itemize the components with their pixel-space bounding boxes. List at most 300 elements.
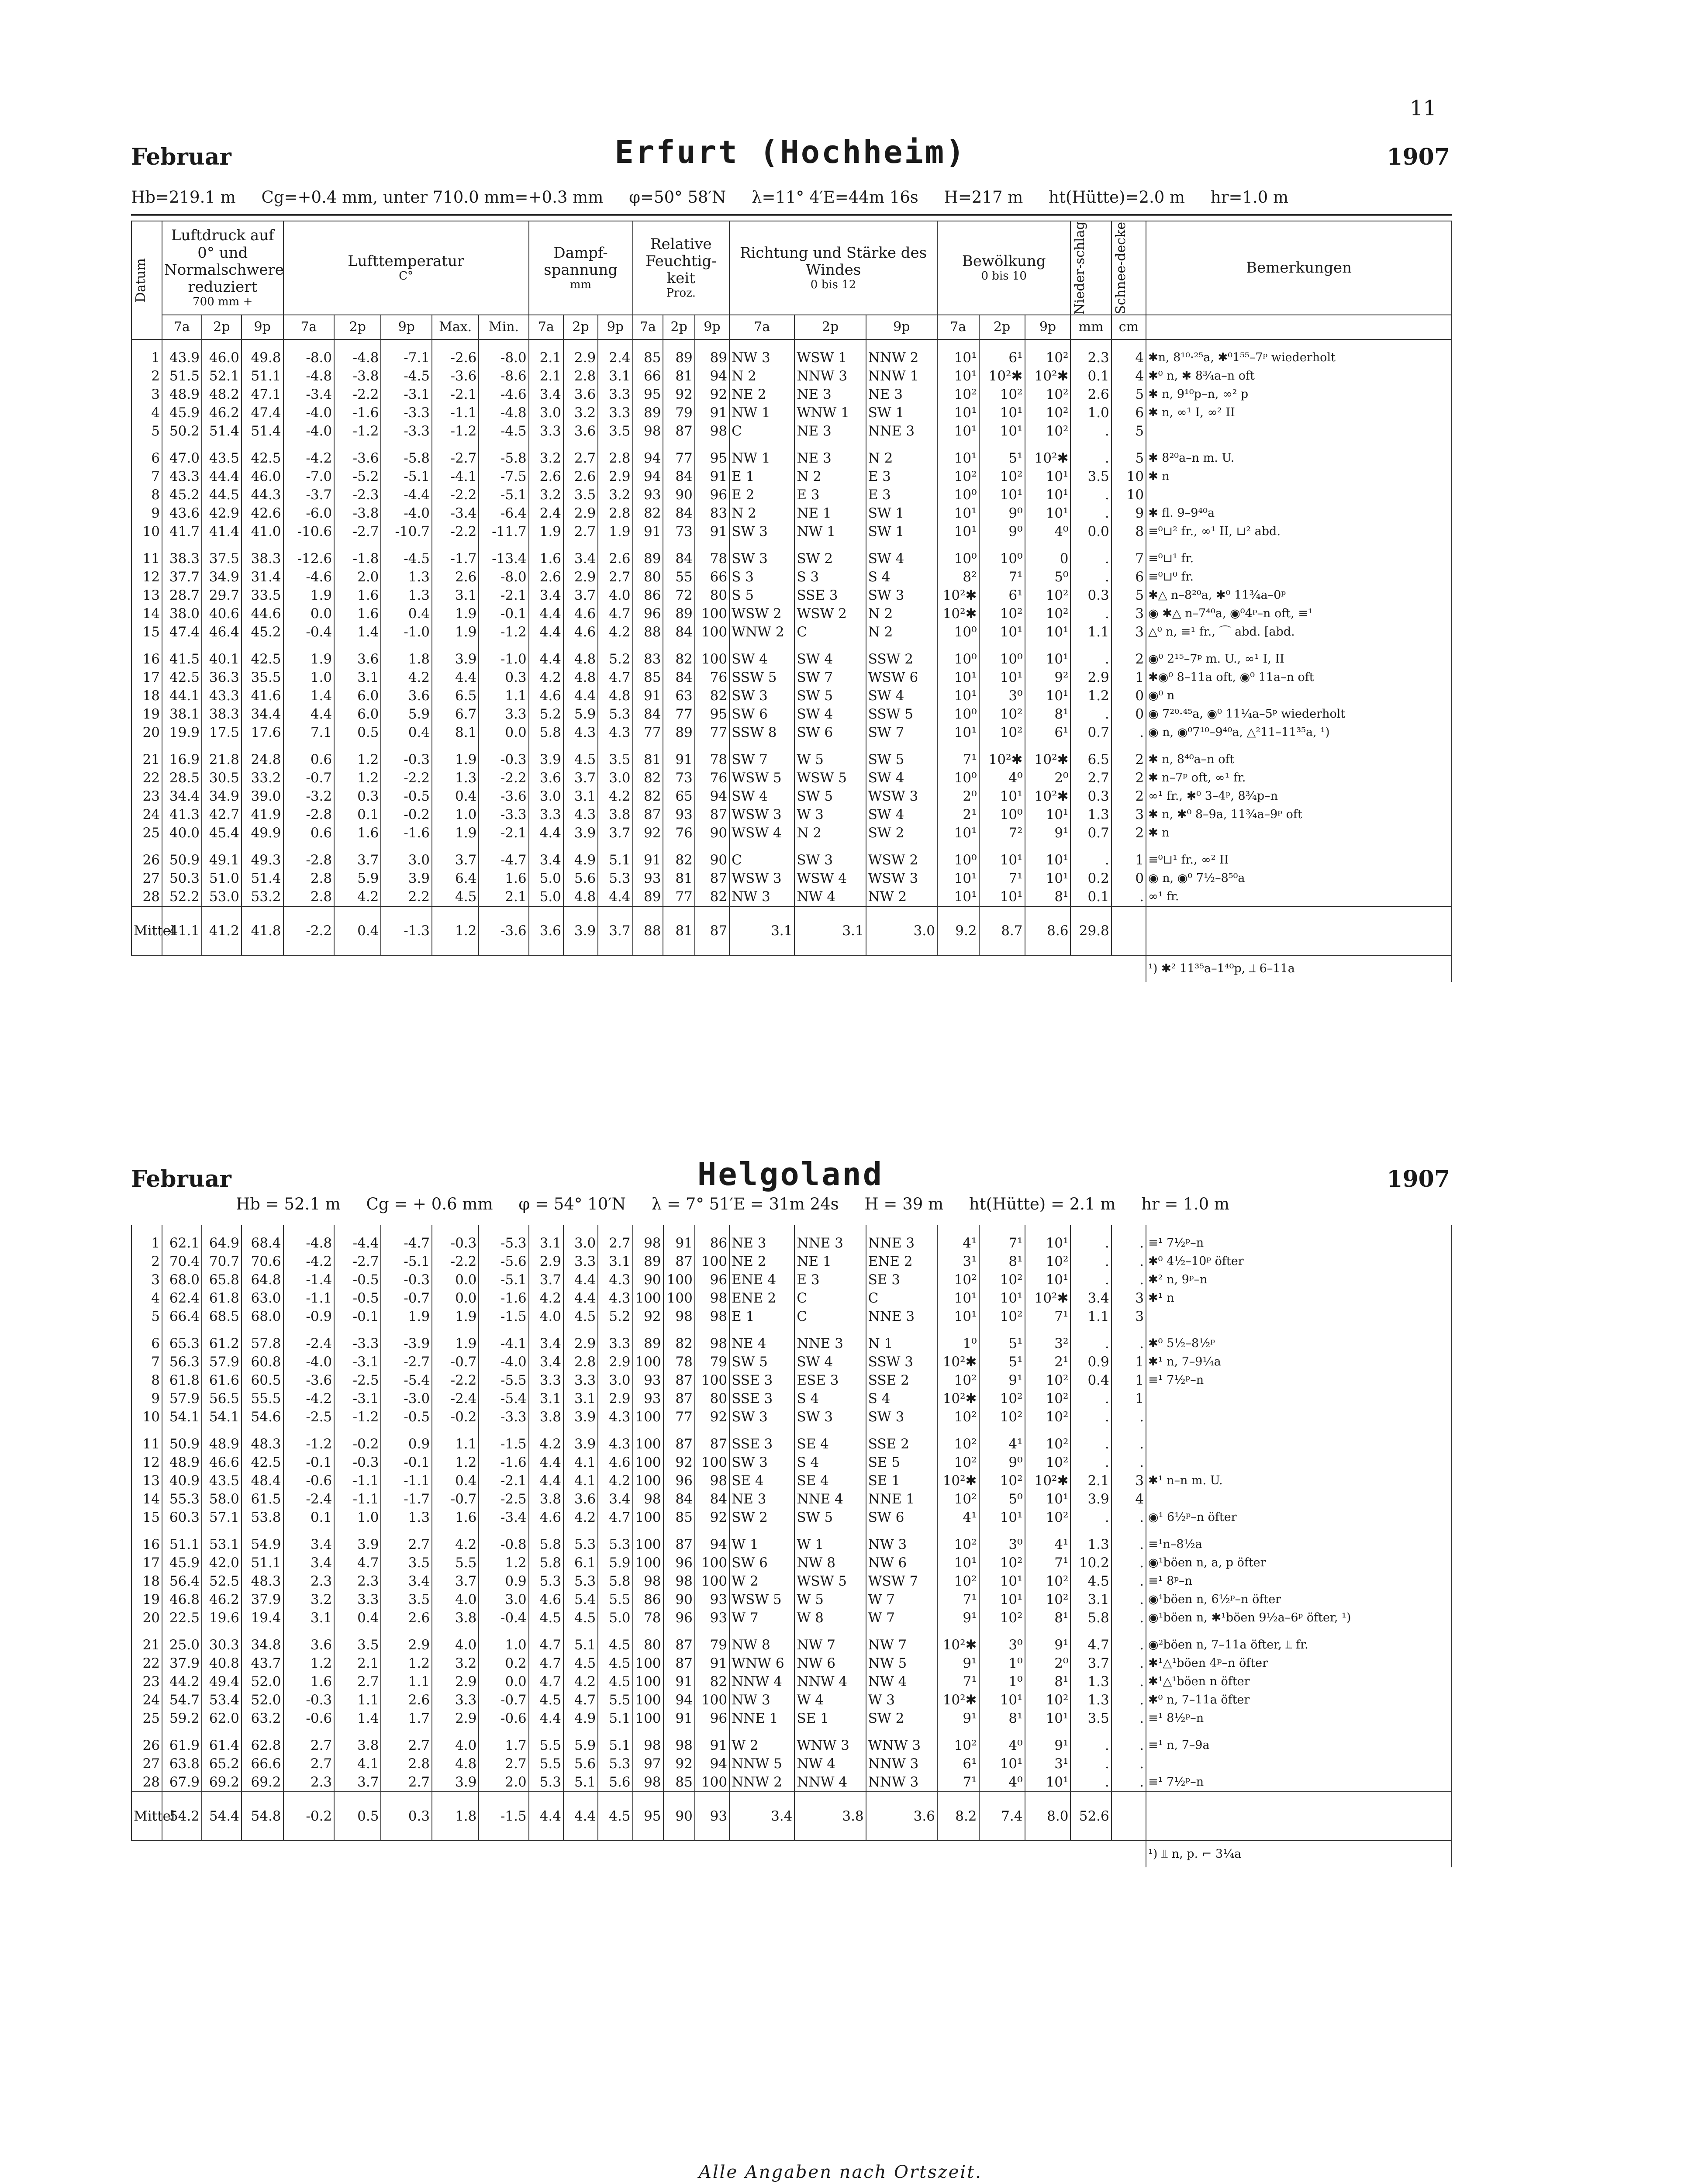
value-cell: 78: [633, 1609, 663, 1627]
value-cell: -3.4: [283, 385, 335, 404]
value-cell: 10¹: [979, 668, 1025, 687]
value-cell: .: [1070, 1389, 1111, 1408]
remark-cell: ◉¹ 6½ᵖ–n öfter: [1146, 1508, 1452, 1527]
value-cell: NNE 3: [866, 1225, 937, 1252]
footnote-row: [131, 1841, 1452, 1867]
value-cell: 34.9: [202, 568, 242, 586]
value-cell: 5.8: [529, 723, 563, 742]
value-cell: 3.9: [529, 742, 563, 769]
value-cell: 10¹: [937, 1307, 979, 1326]
value-cell: 1.2: [381, 1654, 432, 1673]
value-cell: 10¹: [937, 888, 979, 906]
value-cell: 96: [695, 486, 729, 504]
value-cell: 83: [633, 641, 663, 668]
value-cell: 5.2: [598, 641, 632, 668]
mittel-cell: 0.3: [381, 1792, 432, 1841]
value-cell: 80: [633, 568, 663, 586]
value-cell: -0.7: [381, 1289, 432, 1307]
value-cell: 4.5: [529, 1691, 563, 1709]
value-cell: 98: [633, 1773, 663, 1792]
value-cell: NW 4: [866, 1673, 937, 1691]
value-cell: 91: [663, 742, 694, 769]
table-row: [131, 605, 1452, 623]
value-cell: 2.1: [529, 339, 563, 367]
value-cell: 4.0: [432, 1590, 479, 1609]
value-cell: 10¹: [1025, 687, 1071, 705]
value-cell: 10²✱: [937, 1389, 979, 1408]
value-cell: -1.2: [479, 623, 528, 641]
value-cell: -4.8: [283, 1225, 335, 1252]
value-cell: 3.3: [529, 805, 563, 824]
value-cell: 10⁰: [979, 641, 1025, 668]
value-cell: 43.3: [162, 467, 202, 486]
value-cell: 56.3: [162, 1353, 202, 1371]
value-cell: 3.2: [563, 404, 598, 422]
value-cell: SSE 3: [729, 1389, 794, 1408]
value-cell: 100: [695, 1773, 729, 1792]
value-cell: -10.7: [381, 522, 432, 541]
table-row: [131, 1755, 1452, 1773]
value-cell: .: [1111, 1572, 1146, 1590]
value-cell: -5.1: [381, 467, 432, 486]
value-cell: 33.2: [242, 769, 283, 787]
col-luftdruck-label: Luftdruck auf 0° und Normalschwere reduziert: [164, 227, 284, 296]
value-cell: 16.9: [162, 742, 202, 769]
value-cell: SW 3: [794, 1408, 866, 1426]
value-cell: 77: [663, 705, 694, 723]
value-cell: 0.0: [432, 1271, 479, 1289]
value-cell: 25.0: [162, 1627, 202, 1654]
value-cell: 82: [633, 504, 663, 522]
remark-cell: ✱◉⁰ 8–11a oft, ◉⁰ 11a–n oft: [1146, 668, 1452, 687]
value-cell: 1⁰: [937, 1326, 979, 1353]
value-cell: .: [1070, 842, 1111, 869]
value-cell: WSW 4: [794, 869, 866, 888]
value-cell: -2.4: [283, 1326, 335, 1353]
value-cell: .: [1111, 1773, 1146, 1792]
value-cell: WSW 5: [729, 769, 794, 787]
value-cell: 76: [663, 824, 694, 842]
value-cell: 43.7: [242, 1654, 283, 1673]
value-cell: 3.9: [563, 1426, 598, 1453]
table-row: [131, 1609, 1452, 1627]
value-cell: 98: [663, 1728, 695, 1755]
value-cell: -2.4: [283, 1490, 335, 1508]
value-cell: 81: [633, 742, 663, 769]
value-cell: 48.3: [242, 1426, 283, 1453]
value-cell: 2.6: [381, 1609, 432, 1627]
value-cell: SW 1: [866, 504, 937, 522]
value-cell: NNW 2: [729, 1773, 794, 1792]
value-cell: .: [1070, 1453, 1111, 1472]
value-cell: 2¹: [1025, 1353, 1071, 1371]
remark-cell: ◉ 7²⁰·⁴⁵a, ◉⁰ 11¼a–5ᵖ wiederholt: [1146, 705, 1452, 723]
value-cell: 0.2: [1070, 869, 1111, 888]
value-cell: 58.0: [202, 1490, 242, 1508]
value-cell: -4.5: [381, 367, 432, 385]
value-cell: 3.1: [432, 586, 479, 605]
mittel-label: Mittel: [131, 1792, 162, 1841]
value-cell: 3.3: [563, 1371, 598, 1389]
value-cell: 4.8: [563, 888, 598, 906]
value-cell: 4.2: [563, 1508, 598, 1527]
value-cell: 87: [663, 422, 694, 440]
value-cell: SSW 3: [866, 1353, 937, 1371]
value-cell: 87: [633, 805, 663, 824]
value-cell: 55.5: [242, 1389, 283, 1408]
value-cell: 10¹: [937, 422, 979, 440]
value-cell: 10²✱: [937, 605, 979, 623]
value-cell: -2.1: [479, 1472, 528, 1490]
value-cell: 10⁰: [937, 705, 979, 723]
value-cell: 76: [695, 668, 729, 687]
value-cell: 3.7: [529, 1271, 563, 1289]
remark-cell: [1146, 422, 1452, 440]
value-cell: 10²: [979, 1408, 1025, 1426]
value-cell: 51.5: [162, 367, 202, 385]
value-cell: 46.2: [202, 404, 242, 422]
value-cell: 10¹: [937, 440, 979, 467]
value-cell: WSW 3: [729, 869, 794, 888]
value-cell: 6¹: [979, 339, 1025, 367]
value-cell: 4.7: [529, 1673, 563, 1691]
value-cell: NE 3: [866, 385, 937, 404]
value-cell: 10²: [979, 705, 1025, 723]
value-cell: 3: [1111, 805, 1146, 824]
value-cell: 78: [663, 1353, 695, 1371]
value-cell: -12.6: [283, 541, 335, 568]
value-cell: SW 6: [729, 1554, 794, 1572]
value-cell: -4.7: [381, 1225, 432, 1252]
value-cell: .: [1070, 1225, 1111, 1252]
value-cell: -5.6: [479, 1252, 528, 1271]
value-cell: 53.1: [202, 1527, 242, 1554]
value-cell: 10¹: [1025, 486, 1071, 504]
year-label: 1907: [1387, 1166, 1450, 1192]
value-cell: E 3: [794, 486, 866, 504]
value-cell: WSW 4: [729, 824, 794, 842]
value-cell: .: [1070, 504, 1111, 522]
value-cell: -0.1: [479, 605, 528, 623]
value-cell: 92: [663, 385, 694, 404]
value-cell: SW 6: [866, 1508, 937, 1527]
value-cell: 3.5: [1070, 467, 1111, 486]
value-cell: 51.0: [202, 869, 242, 888]
value-cell: -4.1: [432, 467, 479, 486]
value-cell: 7¹: [1025, 1554, 1071, 1572]
date-cell: 7: [131, 467, 162, 486]
value-cell: SE 4: [794, 1426, 866, 1453]
value-cell: .: [1111, 1755, 1146, 1773]
value-cell: 8¹: [1025, 1673, 1071, 1691]
value-cell: 41.5: [162, 641, 202, 668]
value-cell: 5.3: [529, 1572, 563, 1590]
value-cell: -4.0: [283, 422, 335, 440]
value-cell: 4.4: [529, 1709, 563, 1728]
value-cell: -4.7: [479, 842, 528, 869]
value-cell: 4.7: [529, 1654, 563, 1673]
value-cell: 3: [1111, 1472, 1146, 1490]
value-cell: WSW 2: [794, 605, 866, 623]
date-cell: 22: [131, 1654, 162, 1673]
value-cell: SW 4: [866, 805, 937, 824]
value-cell: 3.7: [432, 1572, 479, 1590]
value-cell: 33.5: [242, 586, 283, 605]
value-cell: 5.3: [598, 1527, 632, 1554]
mittel-cell: 0.5: [334, 1792, 381, 1841]
value-cell: 46.0: [242, 467, 283, 486]
value-cell: 82: [663, 842, 694, 869]
value-cell: 1.6: [432, 1508, 479, 1527]
value-cell: 28.7: [162, 586, 202, 605]
value-cell: NW 6: [866, 1554, 937, 1572]
value-cell: 5¹: [979, 1353, 1025, 1371]
value-cell: 48.9: [162, 385, 202, 404]
value-cell: 5.9: [598, 1554, 632, 1572]
value-cell: 1.6: [334, 586, 381, 605]
value-cell: 6¹: [937, 1755, 979, 1773]
value-cell: 96: [663, 1472, 695, 1490]
value-cell: 5.6: [563, 1755, 598, 1773]
value-cell: 10²✱: [1025, 787, 1071, 805]
value-cell: -0.7: [283, 769, 335, 787]
value-cell: 0.3: [1070, 586, 1111, 605]
value-cell: 43.6: [162, 504, 202, 522]
value-cell: 3.3: [529, 422, 563, 440]
value-cell: 91: [695, 1728, 729, 1755]
value-cell: 10²: [937, 1371, 979, 1389]
table-row: [131, 1252, 1452, 1271]
mittel-cell: 4.5: [598, 1792, 632, 1841]
value-cell: 5.8: [1070, 1609, 1111, 1627]
value-cell: 81: [663, 869, 694, 888]
value-cell: SSE 3: [729, 1426, 794, 1453]
value-cell: 2: [1111, 824, 1146, 842]
value-cell: 4.5: [598, 1673, 632, 1691]
table-row: [131, 668, 1452, 687]
value-cell: 94: [633, 467, 663, 486]
value-cell: 85: [663, 1773, 695, 1792]
value-cell: 96: [695, 1709, 729, 1728]
value-cell: .: [1070, 641, 1111, 668]
value-cell: 0.4: [432, 1472, 479, 1490]
remark-cell: ◉ n, ◉⁰ 7½–8⁵⁰a: [1146, 869, 1452, 888]
value-cell: 4.5: [563, 1654, 598, 1673]
date-cell: 11: [131, 1426, 162, 1453]
value-cell: .: [1111, 1627, 1146, 1654]
value-cell: 1.0: [479, 1627, 528, 1654]
remark-cell: ◉¹böen n, ✱¹böen 9½a–6ᵖ öfter, ¹): [1146, 1609, 1452, 1627]
value-cell: 1.3: [381, 568, 432, 586]
value-cell: 9¹: [937, 1609, 979, 1627]
value-cell: 3.5: [598, 742, 632, 769]
value-cell: 2: [1111, 641, 1146, 668]
value-cell: 87: [663, 1389, 695, 1408]
value-cell: 6.1: [563, 1554, 598, 1572]
value-cell: 68.0: [242, 1307, 283, 1326]
table-row: [131, 385, 1452, 404]
value-cell: -2.2: [432, 1371, 479, 1389]
table-row: [131, 1225, 1452, 1252]
value-cell: 41.9: [242, 805, 283, 824]
value-cell: .: [1070, 568, 1111, 586]
value-cell: 100: [633, 1426, 663, 1453]
value-cell: SW 4: [866, 769, 937, 787]
value-cell: 92: [695, 1408, 729, 1426]
value-cell: 1.3: [1070, 1673, 1111, 1691]
value-cell: 96: [695, 1271, 729, 1289]
value-cell: 10¹: [937, 668, 979, 687]
value-cell: 39.0: [242, 787, 283, 805]
value-cell: 5.4: [563, 1590, 598, 1609]
value-cell: 10²: [1025, 1572, 1071, 1590]
date-cell: 26: [131, 1728, 162, 1755]
table-row: [131, 1326, 1452, 1353]
value-cell: 78: [695, 541, 729, 568]
value-cell: -13.4: [479, 541, 528, 568]
value-cell: 94: [695, 1755, 729, 1773]
value-cell: -2.2: [432, 522, 479, 541]
value-cell: -1.1: [334, 1490, 381, 1508]
value-cell: 64.8: [242, 1271, 283, 1289]
value-cell: -0.5: [334, 1271, 381, 1289]
value-cell: SW 2: [866, 824, 937, 842]
value-cell: NW 1: [729, 404, 794, 422]
value-cell: 3.3: [432, 1691, 479, 1709]
value-cell: 38.3: [162, 541, 202, 568]
value-cell: 10¹: [979, 888, 1025, 906]
value-cell: .: [1111, 1590, 1146, 1609]
table-row: [131, 1453, 1452, 1472]
mittel-cell: -3.6: [479, 906, 528, 955]
value-cell: W 8: [794, 1609, 866, 1627]
remark-cell: ✱⁰ 4½–10ᵖ öfter: [1146, 1252, 1452, 1271]
value-cell: -3.1: [381, 385, 432, 404]
table-row: [131, 1554, 1452, 1572]
value-cell: 5.6: [598, 1773, 632, 1792]
value-cell: 10²: [1025, 1408, 1071, 1426]
value-cell: 4.7: [598, 605, 632, 623]
value-cell: 79: [663, 404, 694, 422]
value-cell: 5.9: [381, 705, 432, 723]
value-cell: S 5: [729, 586, 794, 605]
value-cell: 61.5: [242, 1490, 283, 1508]
value-cell: 6.7: [432, 705, 479, 723]
value-cell: 100: [695, 1453, 729, 1472]
value-cell: -1.1: [283, 1289, 335, 1307]
value-cell: 3.2: [529, 486, 563, 504]
value-cell: 5.0: [529, 869, 563, 888]
value-cell: 80: [695, 586, 729, 605]
value-cell: 4⁰: [979, 1773, 1025, 1792]
value-cell: 91: [695, 404, 729, 422]
col-wind-unit: 0 bis 12: [810, 278, 856, 291]
value-cell: SW 7: [729, 742, 794, 769]
value-cell: 10²: [937, 1271, 979, 1289]
table-row: [131, 339, 1452, 367]
value-cell: 3⁰: [979, 687, 1025, 705]
value-cell: 97: [633, 1755, 663, 1773]
value-cell: 1: [1111, 1371, 1146, 1389]
weather-table: [131, 1225, 1452, 1867]
value-cell: 57.9: [162, 1389, 202, 1408]
value-cell: 3.5: [381, 1590, 432, 1609]
value-cell: 7¹: [979, 869, 1025, 888]
col-bemerkungen-label: Bemerkungen: [1246, 259, 1352, 277]
value-cell: 1.2: [432, 1453, 479, 1472]
table-row: [131, 1691, 1452, 1709]
value-cell: 4: [1111, 339, 1146, 367]
date-cell: 2: [131, 367, 162, 385]
value-cell: .: [1070, 1408, 1111, 1426]
value-cell: 82: [695, 888, 729, 906]
value-cell: WSW 1: [794, 339, 866, 367]
subheader-row: [131, 315, 1452, 339]
date-cell: 6: [131, 1326, 162, 1353]
date-cell: 11: [131, 541, 162, 568]
value-cell: 7: [1111, 541, 1146, 568]
value-cell: 34.9: [202, 787, 242, 805]
value-cell: 10¹: [979, 1590, 1025, 1609]
value-cell: 4.2: [563, 1673, 598, 1691]
mittel-cell: 1.2: [432, 906, 479, 955]
value-cell: 96: [633, 605, 663, 623]
mittel-cell: 3.9: [563, 906, 598, 955]
value-cell: -2.5: [283, 1408, 335, 1426]
value-cell: 38.3: [242, 541, 283, 568]
value-cell: 2.3: [283, 1572, 335, 1590]
remark-cell: ✱ n: [1146, 824, 1452, 842]
remark-cell: ∞¹ fr., ✱⁰ 3–4ᵖ, 8¾p–n: [1146, 787, 1452, 805]
table-row: [131, 1572, 1452, 1590]
value-cell: 92: [633, 824, 663, 842]
remark-cell: ✱n, 8¹⁰·²⁵a, ✱⁰1⁵⁵–7ᵖ wiederholt: [1146, 339, 1452, 367]
month-label: Februar: [131, 1166, 231, 1192]
value-cell: 1.2: [283, 1654, 335, 1673]
footnote-row: [131, 955, 1452, 982]
value-cell: NW 2: [866, 888, 937, 906]
value-cell: 10²: [1025, 1426, 1071, 1453]
datum-label: Datum: [133, 258, 148, 303]
value-cell: -0.8: [479, 1527, 528, 1554]
value-cell: 41.6: [242, 687, 283, 705]
value-cell: 98: [633, 1728, 663, 1755]
value-cell: S 4: [794, 1453, 866, 1472]
value-cell: .: [1111, 1709, 1146, 1728]
value-cell: 91: [663, 1709, 695, 1728]
value-cell: 10²: [1025, 422, 1071, 440]
value-cell: 2.6: [563, 467, 598, 486]
table-row: [131, 1353, 1452, 1371]
value-cell: -2.2: [381, 769, 432, 787]
value-cell: 10²: [979, 1389, 1025, 1408]
value-cell: -2.5: [479, 1490, 528, 1508]
value-cell: 10²: [1025, 1590, 1071, 1609]
table-row: [131, 641, 1452, 668]
value-cell: SW 3: [729, 541, 794, 568]
value-cell: 42.9: [202, 504, 242, 522]
value-cell: SW 3: [729, 1408, 794, 1426]
value-cell: NW 3: [729, 339, 794, 367]
value-cell: 100: [633, 1472, 663, 1490]
value-cell: 98: [663, 1307, 695, 1326]
value-cell: N 2: [729, 367, 794, 385]
value-cell: 10¹: [979, 486, 1025, 504]
value-cell: S 4: [794, 1389, 866, 1408]
value-cell: 3.8: [529, 1408, 563, 1426]
value-cell: 1.6: [334, 605, 381, 623]
value-cell: -1.7: [381, 1490, 432, 1508]
